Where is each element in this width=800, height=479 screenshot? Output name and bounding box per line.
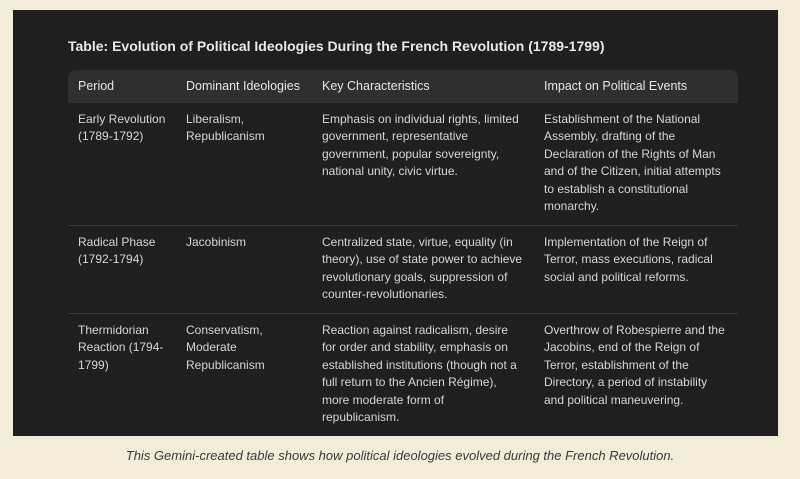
cell-characteristics: Centralized state, virtue, equality (in theory), use of state power to achieve revolutionary goals, suppression of counter-revolutionaries.	[312, 225, 534, 313]
cell-period: Thermidorian Reaction (1794-1799)	[68, 313, 176, 436]
table-panel	[13, 10, 778, 436]
header-dominant-ideologies: Dominant Ideologies	[186, 79, 300, 93]
table-row	[68, 103, 738, 226]
header-impact: Impact on Political Events	[544, 79, 688, 93]
cell-ideologies: Conservatism, Moderate Republicanism	[176, 313, 312, 436]
cell-impact: Implementation of the Reign of Terror, mass executions, radical social and political reforms.	[534, 225, 738, 313]
cell-period: Early Revolution (1789-1792)	[68, 103, 176, 226]
table-row	[68, 225, 738, 313]
cell-characteristics: Emphasis on individual rights, limited government, representative government, popular sovereignty, national unity, civic virtue.	[312, 103, 534, 226]
table-header-row	[68, 70, 738, 103]
table-title: Table: Evolution of Political Ideologies During the French Revolution (1789-1799)	[68, 38, 605, 54]
cell-characteristics: Reaction against radicalism, desire for order and stability, emphasis on established institutions (though not a full return to the Ancien Régime), more moderate form of republicanism.	[312, 313, 534, 436]
ideologies-table	[68, 70, 738, 436]
header-period: Period	[78, 79, 115, 93]
cell-impact: Overthrow of Robespierre and the Jacobins, end of the Reign of Terror, establishment of the Directory, a period of instability and political maneuvering.	[534, 313, 738, 436]
table-row	[68, 313, 738, 436]
cell-ideologies: Jacobinism	[176, 225, 312, 313]
cell-ideologies: Liberalism, Republicanism	[176, 103, 312, 226]
cell-period: Radical Phase (1792-1794)	[68, 225, 176, 313]
cell-impact: Establishment of the National Assembly, drafting of the Declaration of the Rights of Man and of the Citizen, initial attempts to establish a constitutional monarchy.	[534, 103, 738, 226]
table-container	[68, 70, 738, 436]
figure-caption: This Gemini-created table shows how political ideologies evolved during the French Revolution.	[125, 448, 675, 463]
header-key-characteristics: Key Characteristics	[322, 79, 430, 93]
